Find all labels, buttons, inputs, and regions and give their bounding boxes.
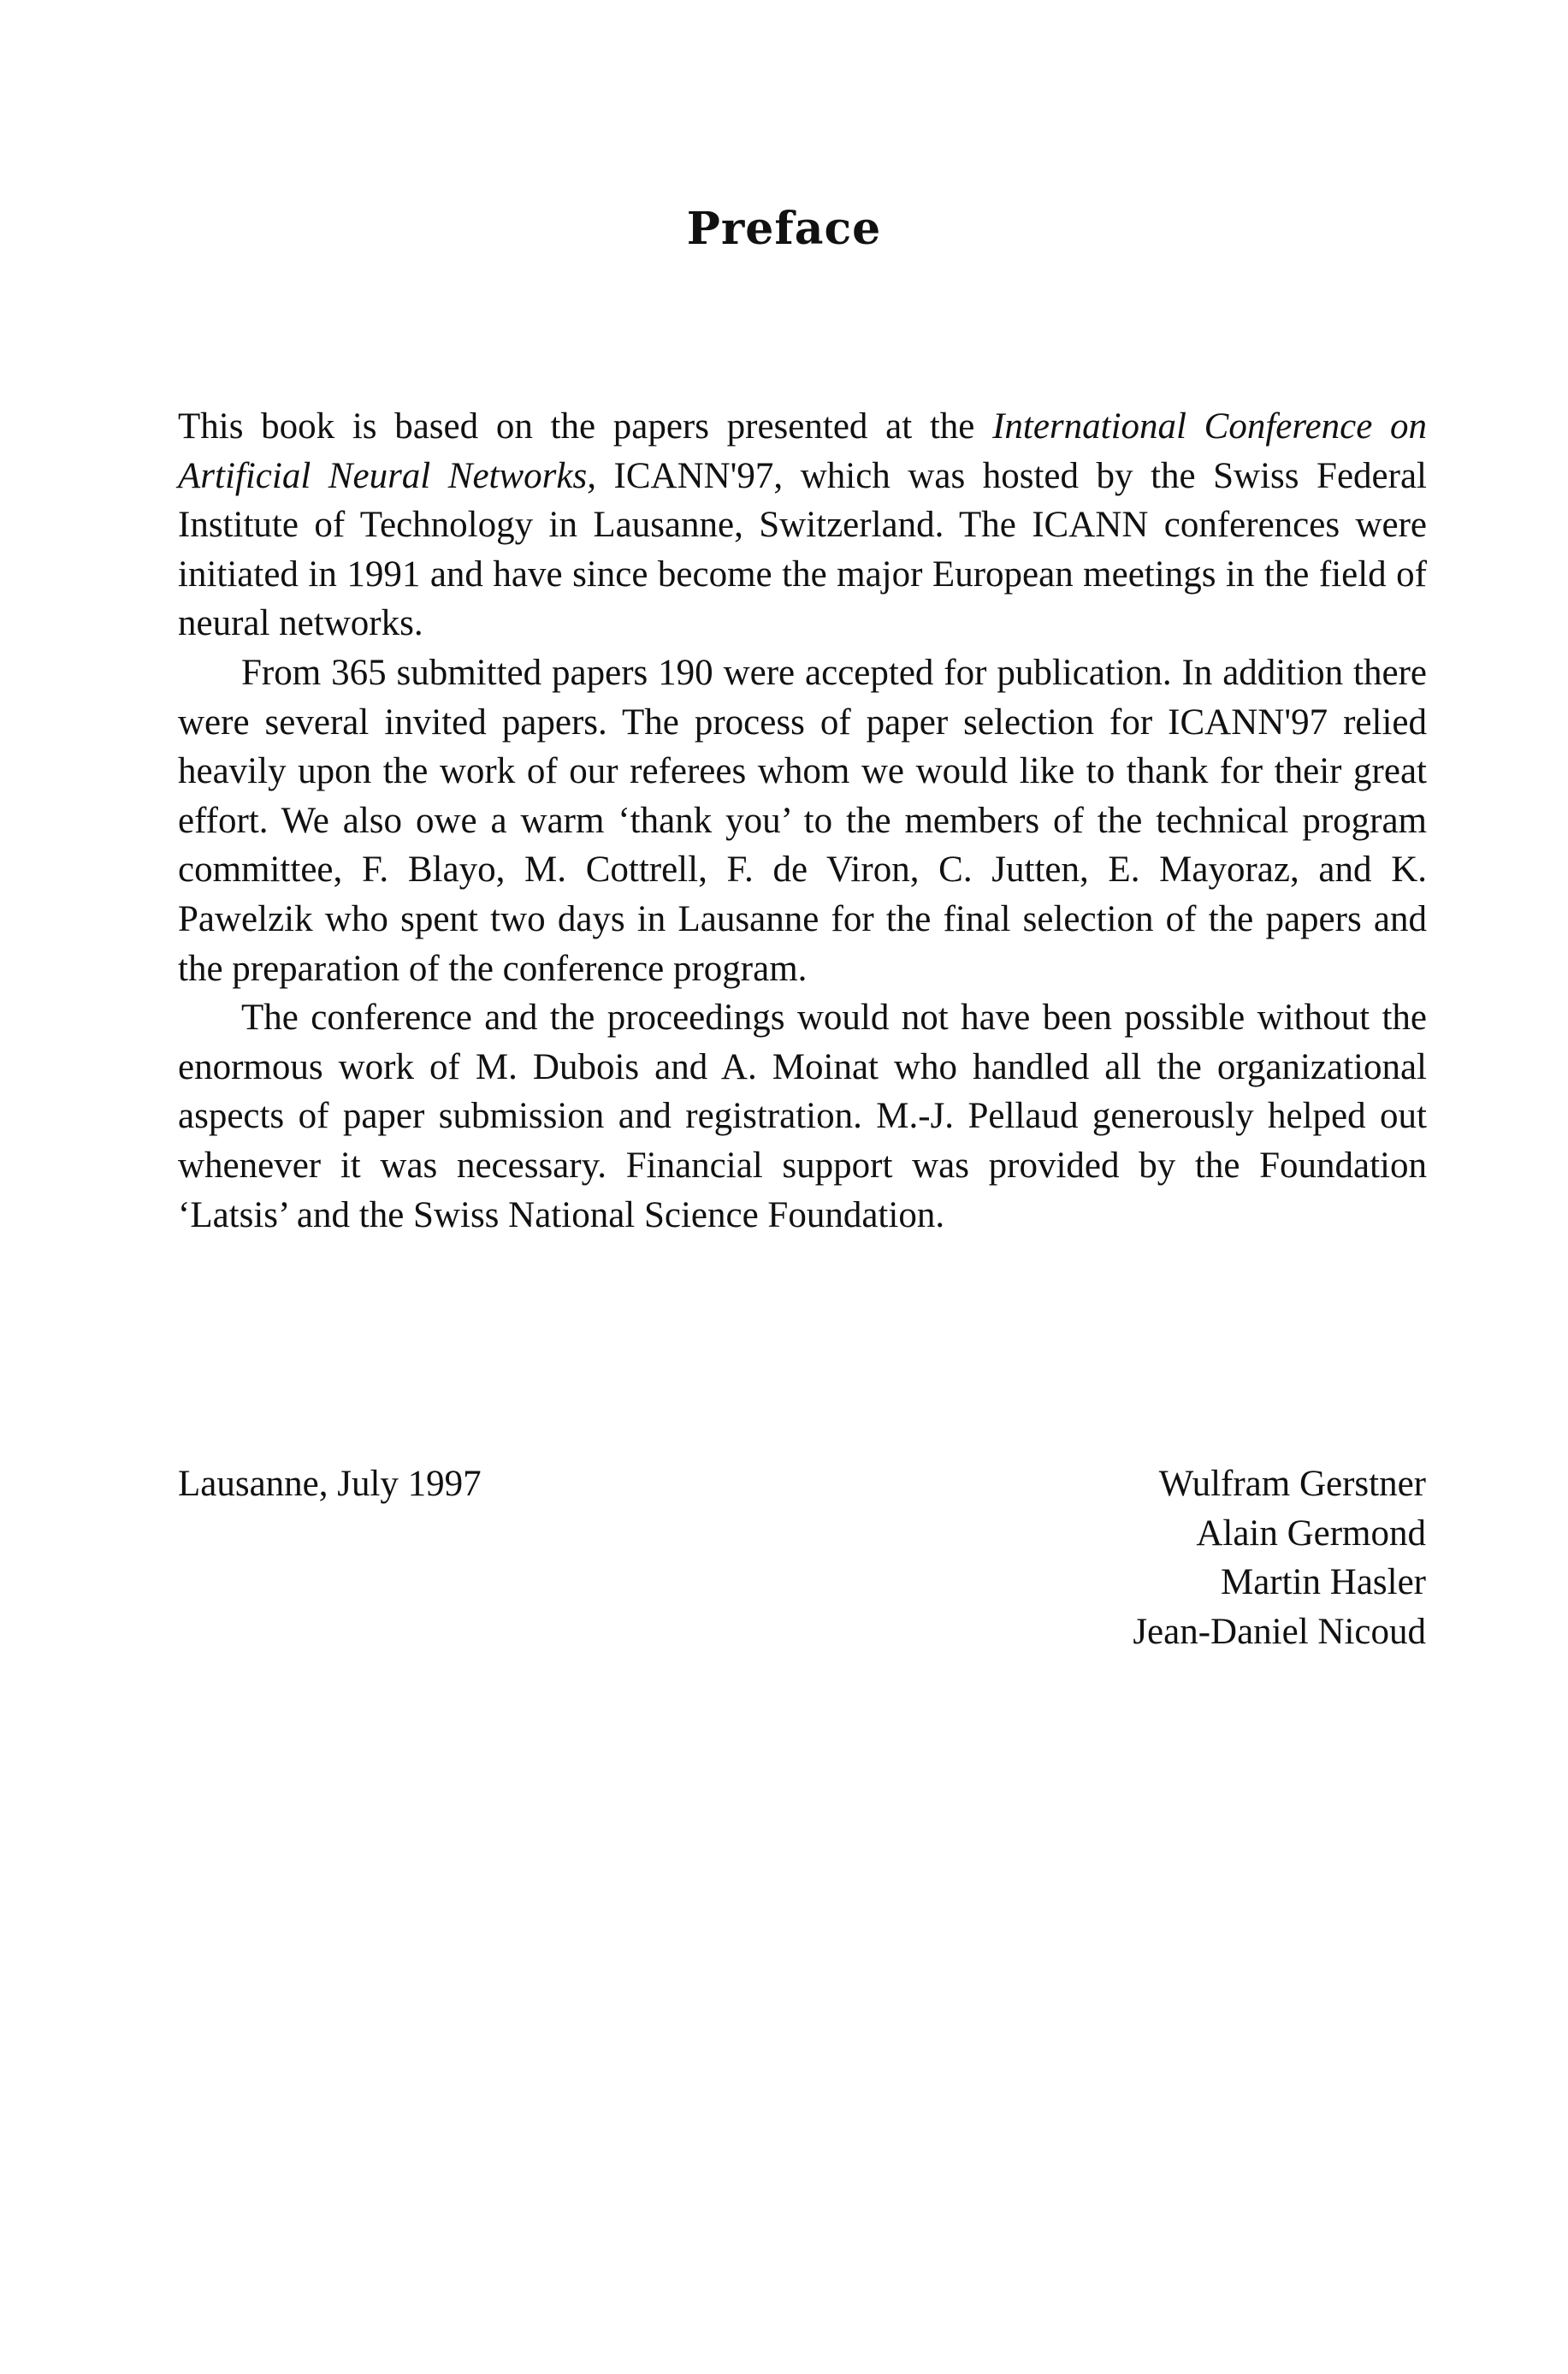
signatory-name: Jean-Daniel Nicoud bbox=[1133, 1611, 1426, 1652]
conference-name: International Conference on Artificial Neural Networks, bbox=[178, 406, 1427, 496]
paragraph-1 bbox=[178, 402, 1427, 648]
place-date: Lausanne, July 1997 bbox=[178, 1464, 482, 1504]
paragraph-2: From 365 submitted papers 190 were accepted for publication. In addition there were several invited papers. The process of paper selection for ICANN'97 relied heavily upon the work of our referees whom we would like to thank for their great effort. We also owe a warm ‘thank you’ to the members of the technical program committee, F. Blayo, M. Cottrell, F. de Viron, C. Jutten, E. Mayoraz, and K. Pawelzik who spent two days in Lausanne for the final selection of the papers and the preparation of the conference program. bbox=[178, 652, 1427, 989]
preface-body bbox=[178, 402, 1427, 1240]
page-title: Preface bbox=[686, 203, 882, 255]
paragraph-1-text-b: ICANN'97, which was hosted by the Swiss Federal Institute of Technology in Lausanne, Switzerland. The ICANN conferences were initiated in 1991 and have since become the major European meetings in the field of neural networks. bbox=[178, 455, 1427, 644]
signatory-name: Alain Germond bbox=[1196, 1513, 1426, 1554]
signatories bbox=[1133, 1459, 1426, 1656]
signatory-name: Wulfram Gerstner bbox=[1158, 1464, 1426, 1504]
signatory-name: Martin Hasler bbox=[1220, 1562, 1426, 1603]
paragraph-1-text-a: This book is based on the papers presented at the bbox=[178, 406, 993, 447]
paragraph-3: The conference and the proceedings would not have been possible without the enormous work of M. Dubois and A. Moinat who handled all the organizational aspects of paper submission and registration. M.-J. Pellaud generously helped out whenever it was necessary. Financial support was provided by the Foundation ‘Latsis’ and the Swiss National Science Foundation. bbox=[178, 998, 1427, 1235]
